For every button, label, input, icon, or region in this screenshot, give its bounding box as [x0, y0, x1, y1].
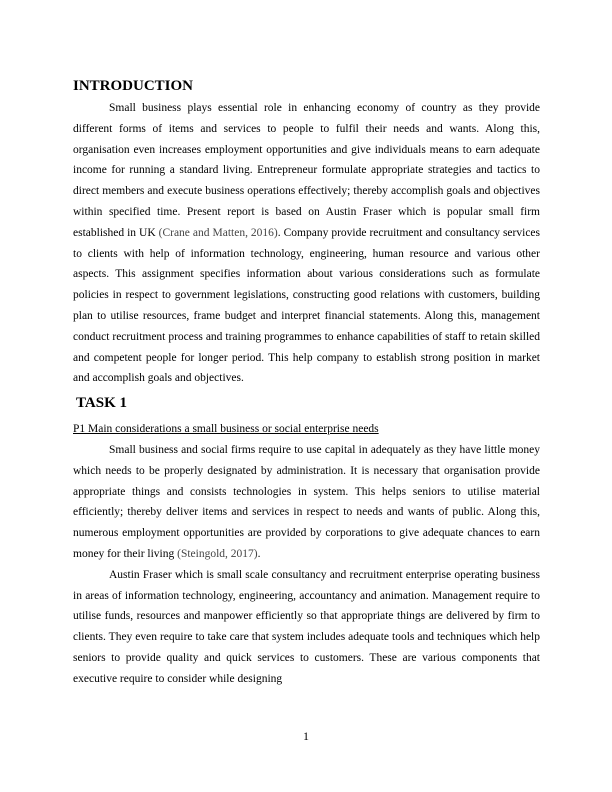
para1-citation: (Steingold, 2017) — [177, 547, 258, 560]
intro-text-a: Small business plays essential role in enhancing economy of country as they provide different forms of items and services to people to fulfil their needs and wants. Along this, organisation even increases employment opportunities and give individuals means to earn adequate income for running a standard living. Entrepreneur formulate appropriate strategies and tactics to direct members and execute business operations effectively; thereby accomplish goals and objectives within specified time. Present report is based on Austin Fraser which is popular small firm established in UK — [73, 102, 540, 239]
page-number: 1 — [303, 729, 309, 743]
p1-subheading: P1 Main considerations a small business or social enterprise needs — [73, 423, 379, 436]
introduction-heading: INTRODUCTION — [73, 78, 194, 94]
intro-citation: (Crane and Matten, 2016) — [158, 226, 278, 239]
page-content — [73, 76, 540, 690]
para1-text-a: Small business and social firms require to use capital in adequately as they have little money which needs to be properly designated by administration. It is necessary that organisation provide appropriate things and consists technologies in system. This helps seniors to utilise material efficiently; thereby deliver items and services in respect to needs and wants of public. Along this, numerous employment opportunities are provided by corporations to give adequate chances to earn money for their living — [73, 443, 540, 560]
body-paragraph-2: Austin Fraser which is small scale consultancy and recruitment enterprise operating business in areas of information technology, engineering, accountancy and animation. Management require to utilise funds, resources and manpower efficiently so that appropriate things are delivered by firm to clients. They even require to take care that system includes adequate tools and techniques which help seniors to provide quality and quick services to customers. These are various components that executive require to consider while designing — [73, 568, 540, 685]
intro-text-b: . Company provide recruitment and consultancy services to clients with help of information technology, engineering, human resource and various other aspects. This assignment specifies information about various considerations such as formulate policies in respect to government legislations, constructing good relations with customers, building plan to utilise resources, frame budget and interpret financial statements. Along this, management conduct recruitment process and training programmes to enhance capabilities of staff to retain skilled and competent people for longer period. This help company to establish strong position in market and accomplish goals and objectives. — [73, 226, 540, 385]
body-paragraph-1 — [73, 440, 540, 565]
task-heading: TASK 1 — [76, 395, 127, 412]
introduction-paragraph — [73, 98, 540, 389]
para1-text-b: . — [257, 547, 261, 560]
